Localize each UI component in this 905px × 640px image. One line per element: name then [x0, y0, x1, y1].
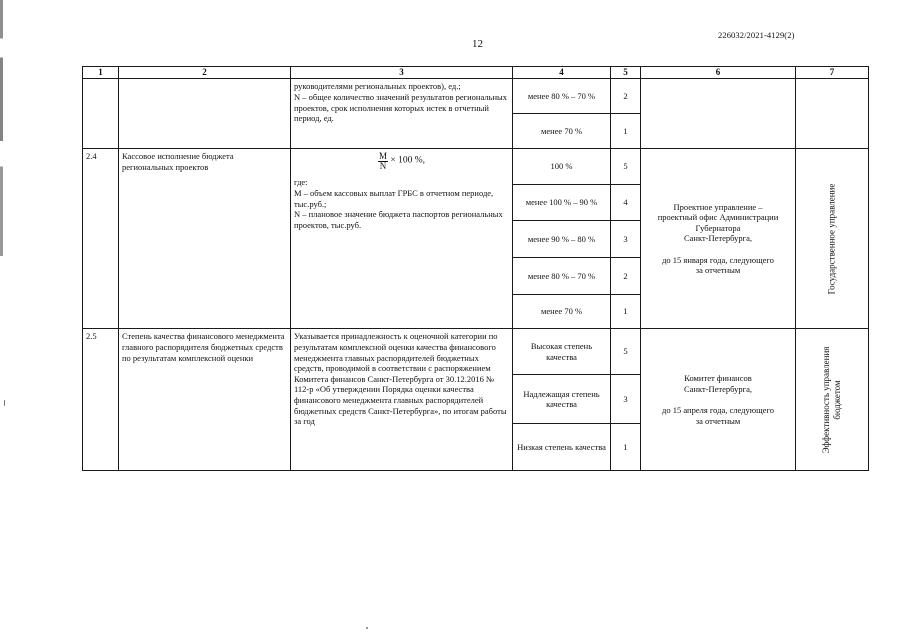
- level-score: 2: [611, 79, 641, 114]
- table-row: [83, 79, 869, 114]
- level-score: 1: [611, 114, 641, 149]
- column-number: 6: [641, 67, 796, 79]
- group-cell: [796, 149, 869, 329]
- scan-edge-artifact: [0, 0, 3, 640]
- level-score: 2: [611, 258, 641, 295]
- formula-denominator: N: [379, 161, 387, 172]
- group-cell: [796, 329, 869, 471]
- column-number: 3: [291, 67, 513, 79]
- formula: [294, 152, 509, 171]
- row-number: 2.4: [83, 149, 119, 329]
- level-label: Низкая степень качества: [513, 424, 611, 471]
- level-label: менее 100 % – 90 %: [513, 185, 611, 221]
- table-row: [83, 149, 869, 185]
- level-score: 1: [611, 295, 641, 329]
- level-label: Высокая степень качества: [513, 329, 611, 375]
- document-id: 226032/2021-4129(2): [718, 30, 795, 40]
- level-score: 3: [611, 221, 641, 258]
- formula-tail: × 100 %,: [390, 155, 426, 166]
- column-number: 2: [119, 67, 291, 79]
- formula-fraction: [378, 152, 388, 171]
- level-score: 5: [611, 329, 641, 375]
- row-number-cell: [83, 79, 119, 149]
- column-number-row: [83, 67, 869, 79]
- scan-speck: [366, 627, 368, 629]
- scan-speck: [4, 400, 5, 406]
- indicator-name: Кассовое исполнение бюджета региональных проектов: [119, 149, 291, 329]
- level-label: менее 80 % – 70 %: [513, 258, 611, 295]
- indicator-name-cell: [119, 79, 291, 149]
- table-row: [83, 329, 869, 375]
- method-text: где: M – объем кассовых выплат ГРБС в отчетном периоде, тыс.руб.; N – плановое значение бюджета паспортов региональных проектов, тыс.руб.: [294, 177, 503, 230]
- column-number: 1: [83, 67, 119, 79]
- level-label: менее 70 %: [513, 114, 611, 149]
- level-label: 100 %: [513, 149, 611, 185]
- row-number: 2.5: [83, 329, 119, 471]
- responsible-text: Комитет финансов Санкт-Петербурга, до 15 апреля года, следующего за отчетным: [641, 329, 796, 471]
- level-score: 3: [611, 375, 641, 424]
- group-label: Государственное управление: [826, 183, 837, 295]
- level-label: Надлежащая степень качества: [513, 375, 611, 424]
- formula-numerator: M: [378, 151, 387, 162]
- level-score: 4: [611, 185, 641, 221]
- method-cell: [291, 149, 513, 329]
- level-label: менее 90 % – 80 %: [513, 221, 611, 258]
- group-cell: [796, 79, 869, 149]
- level-label: менее 80 % – 70 %: [513, 79, 611, 114]
- group-label: Эффективность управления бюджетом: [821, 346, 842, 454]
- criteria-table: [82, 66, 869, 471]
- method-text: руководителями региональных проектов), ед.; N – общее количество значений результатов региональных проектов, срок исполнения которых истек в отчетный период, ед.: [291, 79, 513, 149]
- column-number: 7: [796, 67, 869, 79]
- level-label: менее 70 %: [513, 295, 611, 329]
- level-score: 1: [611, 424, 641, 471]
- responsible-cell: [641, 79, 796, 149]
- level-score: 5: [611, 149, 641, 185]
- indicator-name: Степень качества финансового менеджмента главного распорядителя бюджетных средств по результатам комплексной оценки: [119, 329, 291, 471]
- method-text: Указывается принадлежность к оценочной категории по результатам комплексной оценки качества финансового менеджмента главных распорядителей бюджетных средств, проводимой в соответствии с распоряжением Комитета финансов Санкт-Петербурга от 30.12.2016 № 112-р «Об утверждении Порядка оценки качества финансового менеджмента главных распорядителей бюджетных средств Санкт-Петербурга», по итогам работы за год: [291, 329, 513, 471]
- column-number: 4: [513, 67, 611, 79]
- page-number: 12: [472, 38, 483, 50]
- responsible-text: Проектное управление – проектный офис Администрации Губернатора Санкт-Петербурга, до 15 января года, следующего за отчетным: [641, 149, 796, 329]
- column-number: 5: [611, 67, 641, 79]
